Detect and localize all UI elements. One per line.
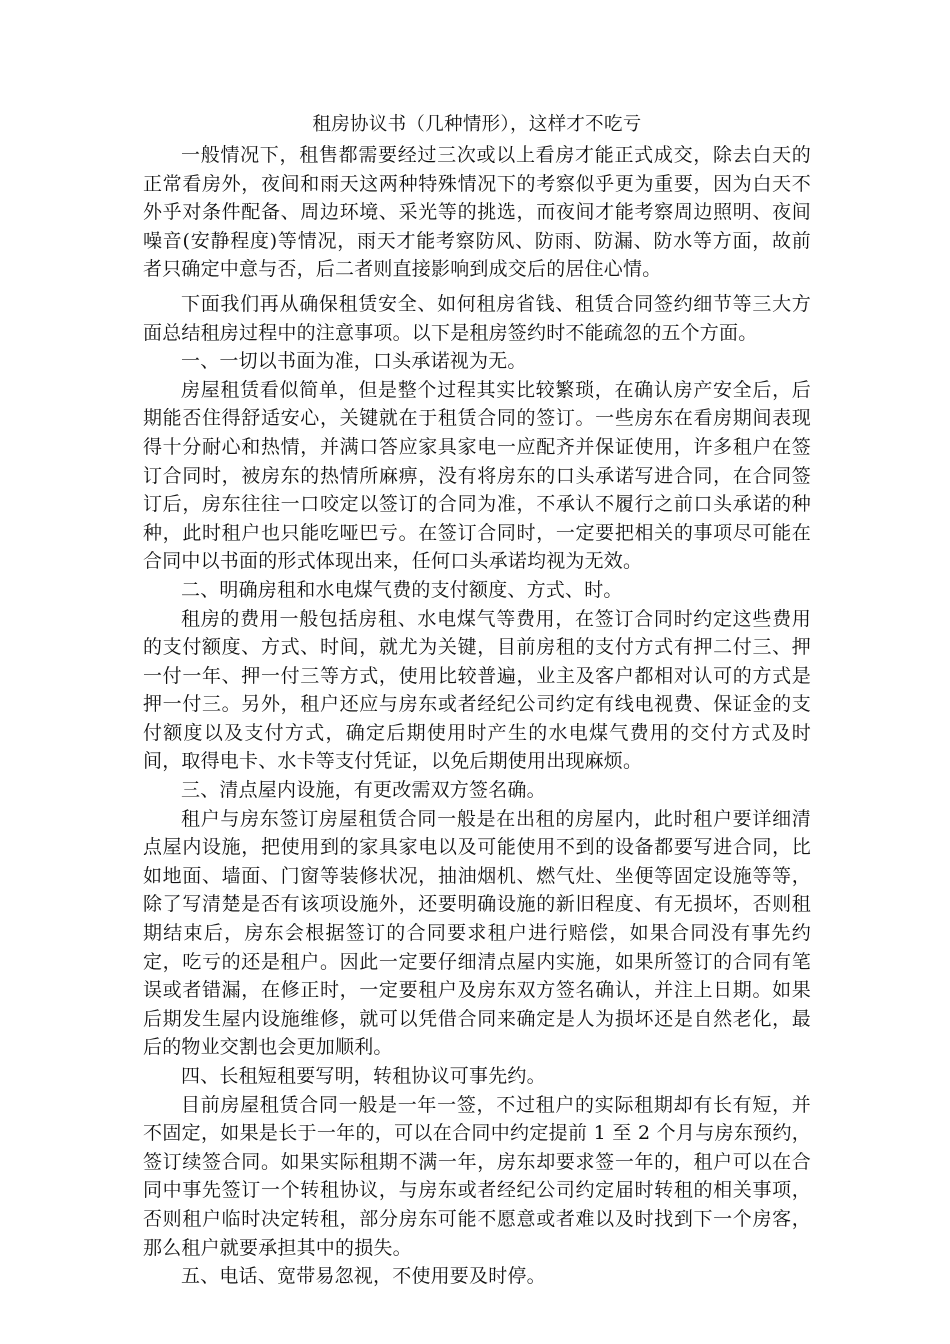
section-heading-5: 五、电话、宽带易忽视，不使用要及时停。 bbox=[181, 1265, 546, 1288]
section-body-1: 房屋租赁看似简单，但是整个过程其实比较繁琐，在确认房产安全后，后期能否住得舒适安心，关键就在于租赁合同的签订。一些房东在看房期间表现得十分耐心和热情，并满口答应家具家电一应配齐并保证使用，许多租户在签订合同时，被房东的热情所麻痹，没有将房东的口头承诺写进合同，在合同签订后，房东往往一口咬定以签订的合同为准，不承认不履行之前口头承诺的种种，此时租户也只能吃哑巴亏。在签订合同时，一定要把相关的事项尽可能在合同中以书面的形式体现出来，任何口头承诺均视为无效。 bbox=[143, 378, 811, 573]
section-heading-1: 一、一切以书面为准，口头承诺视为无。 bbox=[181, 350, 527, 373]
paragraph-summary: 下面我们再从确保租赁安全、如何租房省钱、租赁合同签约细节等三大方面总结租房过程中的注意事项。以下是租房签约时不能疏忽的五个方面。 bbox=[143, 292, 811, 344]
section-heading-4: 四、长租短租要写明，转租协议可事先约。 bbox=[181, 1065, 546, 1087]
section-body-3: 租户与房东签订房屋租赁合同一般是在出租的房屋内，此时租户要详细清点屋内设施，把使用到的家具家电以及可能使用不到的设备都要写进合同，比如地面、墙面、门窗等装修状况，抽油烟机、燃气灶、坐便等固定设施等等，除了写清楚是否有该项设施外，还要明确设施的新旧程度、有无损坏，否则租期结束后，房东会根据签订的合同要求租户进行赔偿，如果合同没有事先约定，吃亏的还是租户。因此一定要仔细清点屋内实施，如果所签订的合同有笔误或者错漏，在修正时，一定要租户及房东双方签名确认，并注上日期。如果后期发生屋内设施维修，就可以凭借合同来确定是人为损坏还是自然老化，最后的物业交割也会更加顺利。 bbox=[143, 807, 811, 1059]
section-heading-2: 二、明确房租和水电煤气费的支付额度、方式、时。 bbox=[181, 578, 623, 601]
section-heading-3: 三、清点屋内设施，有更改需双方签名确。 bbox=[181, 779, 546, 802]
document-page bbox=[143, 112, 811, 1291]
document-title: 租房协议书（几种情形），这样才不吃亏 bbox=[312, 114, 642, 135]
section-body-4: 目前房屋租赁合同一般是一年一签，不过租户的实际租期却有长有短，并不固定，如果是长于一年的，可以在合同中约定提前 1 至 2 个月与房东预约，签订续签合同。如果实际租期不满一年，房东却要求签一年的，租户可以在合同中事先签订一个转租协议，与房东或者经纪公司约定届时转租的相关事项，否则租户临时决定转租，部分房东可能不愿意或者难以及时找到下一个房客，那么租户就要承担其中的损失。 bbox=[143, 1093, 811, 1259]
paragraph-intro: 一般情况下，租售都需要经过三次或以上看房才能正式成交，除去白天的正常看房外，夜间和雨天这两种特殊情况下的考察似乎更为重要，因为白天不外乎对条件配备、周边环境、采光等的挑选，而夜间才能考察周边照明、夜间噪音(安静程度)等情况，雨天才能考察防风、防雨、防漏、防水等方面，故前者只确定中意与否，后二者则直接影响到成交后的居住心情。 bbox=[143, 144, 811, 281]
section-body-2: 租房的费用一般包括房租、水电煤气等费用，在签订合同时约定这些费用的支付额度、方式、时间，就尤为关键，目前房租的支付方式有押二付三、押一付一年、押一付三等方式，使用比较普遍，业主及客户都相对认可的方式是押一付三。另外，租户还应与房东或者经纪公司约定有线电视费、保证金的支付额度以及支付方式，确定后期使用时产生的水电煤气费用的交付方式及时间，取得电卡、水卡等支付凭证，以免后期使用出现麻烦。 bbox=[143, 607, 811, 773]
